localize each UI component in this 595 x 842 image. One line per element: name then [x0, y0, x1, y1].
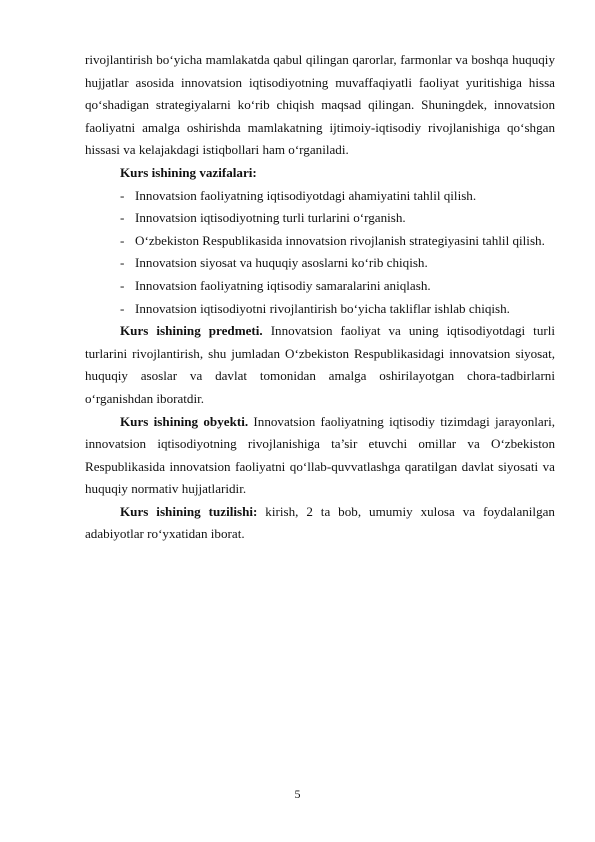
subject-paragraph: [85, 320, 555, 410]
list-item: [85, 207, 555, 230]
list-item: [85, 275, 555, 298]
list-item-text: Innovatsion faoliyatning iqtisodiyotdagi ahamiyatini tahlil qilish.: [135, 187, 477, 203]
document-page: [85, 49, 555, 546]
structure-paragraph: [85, 501, 555, 546]
list-item: [85, 230, 555, 253]
subject-text: Innovatsion faoliyat va uning iqtisodiyotdagi turli turlarini rivojlantirish, shu jumladan O‘zbekiston Respublikasidagi innovatsion siyosat, huquqiy asoslar va davlat tomonidan amalga oshirilayotgan chora-tadbirlarni o‘rganishdan iboratdir.: [85, 323, 556, 406]
list-item-text: Innovatsion siyosat va huquqiy asoslarni ko‘rib chiqish.: [135, 255, 428, 271]
tasks-list: [85, 185, 555, 321]
list-dash: -: [120, 300, 125, 316]
structure-text: kirish, 2 ta bob, umumiy xulosa va foydalanilgan adabiyotlar ro‘yxatidan iborat.: [85, 503, 555, 542]
page-number: 5: [294, 787, 301, 801]
list-dash: -: [120, 277, 125, 293]
object-text: Innovatsion faoliyatning iqtisodiy tizimdagi jarayonlari, innovatsion iqtisodiyotning rivojlanishiga ta’sir etuvchi omillar va O‘zbekiston Respublikasida innovatsion faoliyatni qo‘llab-quvvatlashga qaratilgan davlat siyosati va huquqiy normativ hujjatlaridir.: [85, 413, 555, 497]
object-label: Kurs ishining obyekti.: [120, 413, 249, 429]
list-item-text: Innovatsion iqtisodiyotni rivojlantirish bo‘yicha takliflar ishlab chiqish.: [135, 300, 510, 316]
list-dash: -: [120, 210, 125, 226]
list-dash: -: [120, 232, 125, 248]
list-item-text: O‘zbekiston Respublikasida innovatsion rivojlanish strategiyasini tahlil qilish.: [135, 232, 545, 248]
list-item-text: Innovatsion iqtisodiyotning turli turlarini o‘rganish.: [135, 210, 406, 226]
list-item: [85, 252, 555, 275]
list-dash: -: [120, 255, 125, 271]
list-dash: -: [120, 187, 125, 203]
intro-paragraph: rivojlantirish bo‘yicha mamlakatda qabul qilingan qarorlar, farmonlar va boshqa huquqiy hujjatlar asosida innovatsion iqtisodiyotning muvaffaqiyatli faoliyat yuritishiga hissa qo‘shadigan strategiyalarni ko‘rib chiqish maqsad qilingan. Shuningdek, innovatsion faoliyatni amalga oshirishda mamlakatning ijtimoiy-iqtisodiy rivojlanishiga qo‘shgan hissasi va kelajakdagi istiqbollari ham o‘rganiladi.: [85, 52, 555, 158]
subject-label: Kurs ishining predmeti.: [120, 323, 263, 339]
tasks-heading: Kurs ishining vazifalari:: [120, 164, 257, 180]
structure-label: Kurs ishining tuzilishi:: [120, 503, 258, 519]
list-item: [85, 298, 555, 321]
list-item: [85, 185, 555, 208]
list-item-text: Innovatsion faoliyatning iqtisodiy samaralarini aniqlash.: [135, 277, 431, 293]
object-paragraph: [85, 411, 555, 501]
